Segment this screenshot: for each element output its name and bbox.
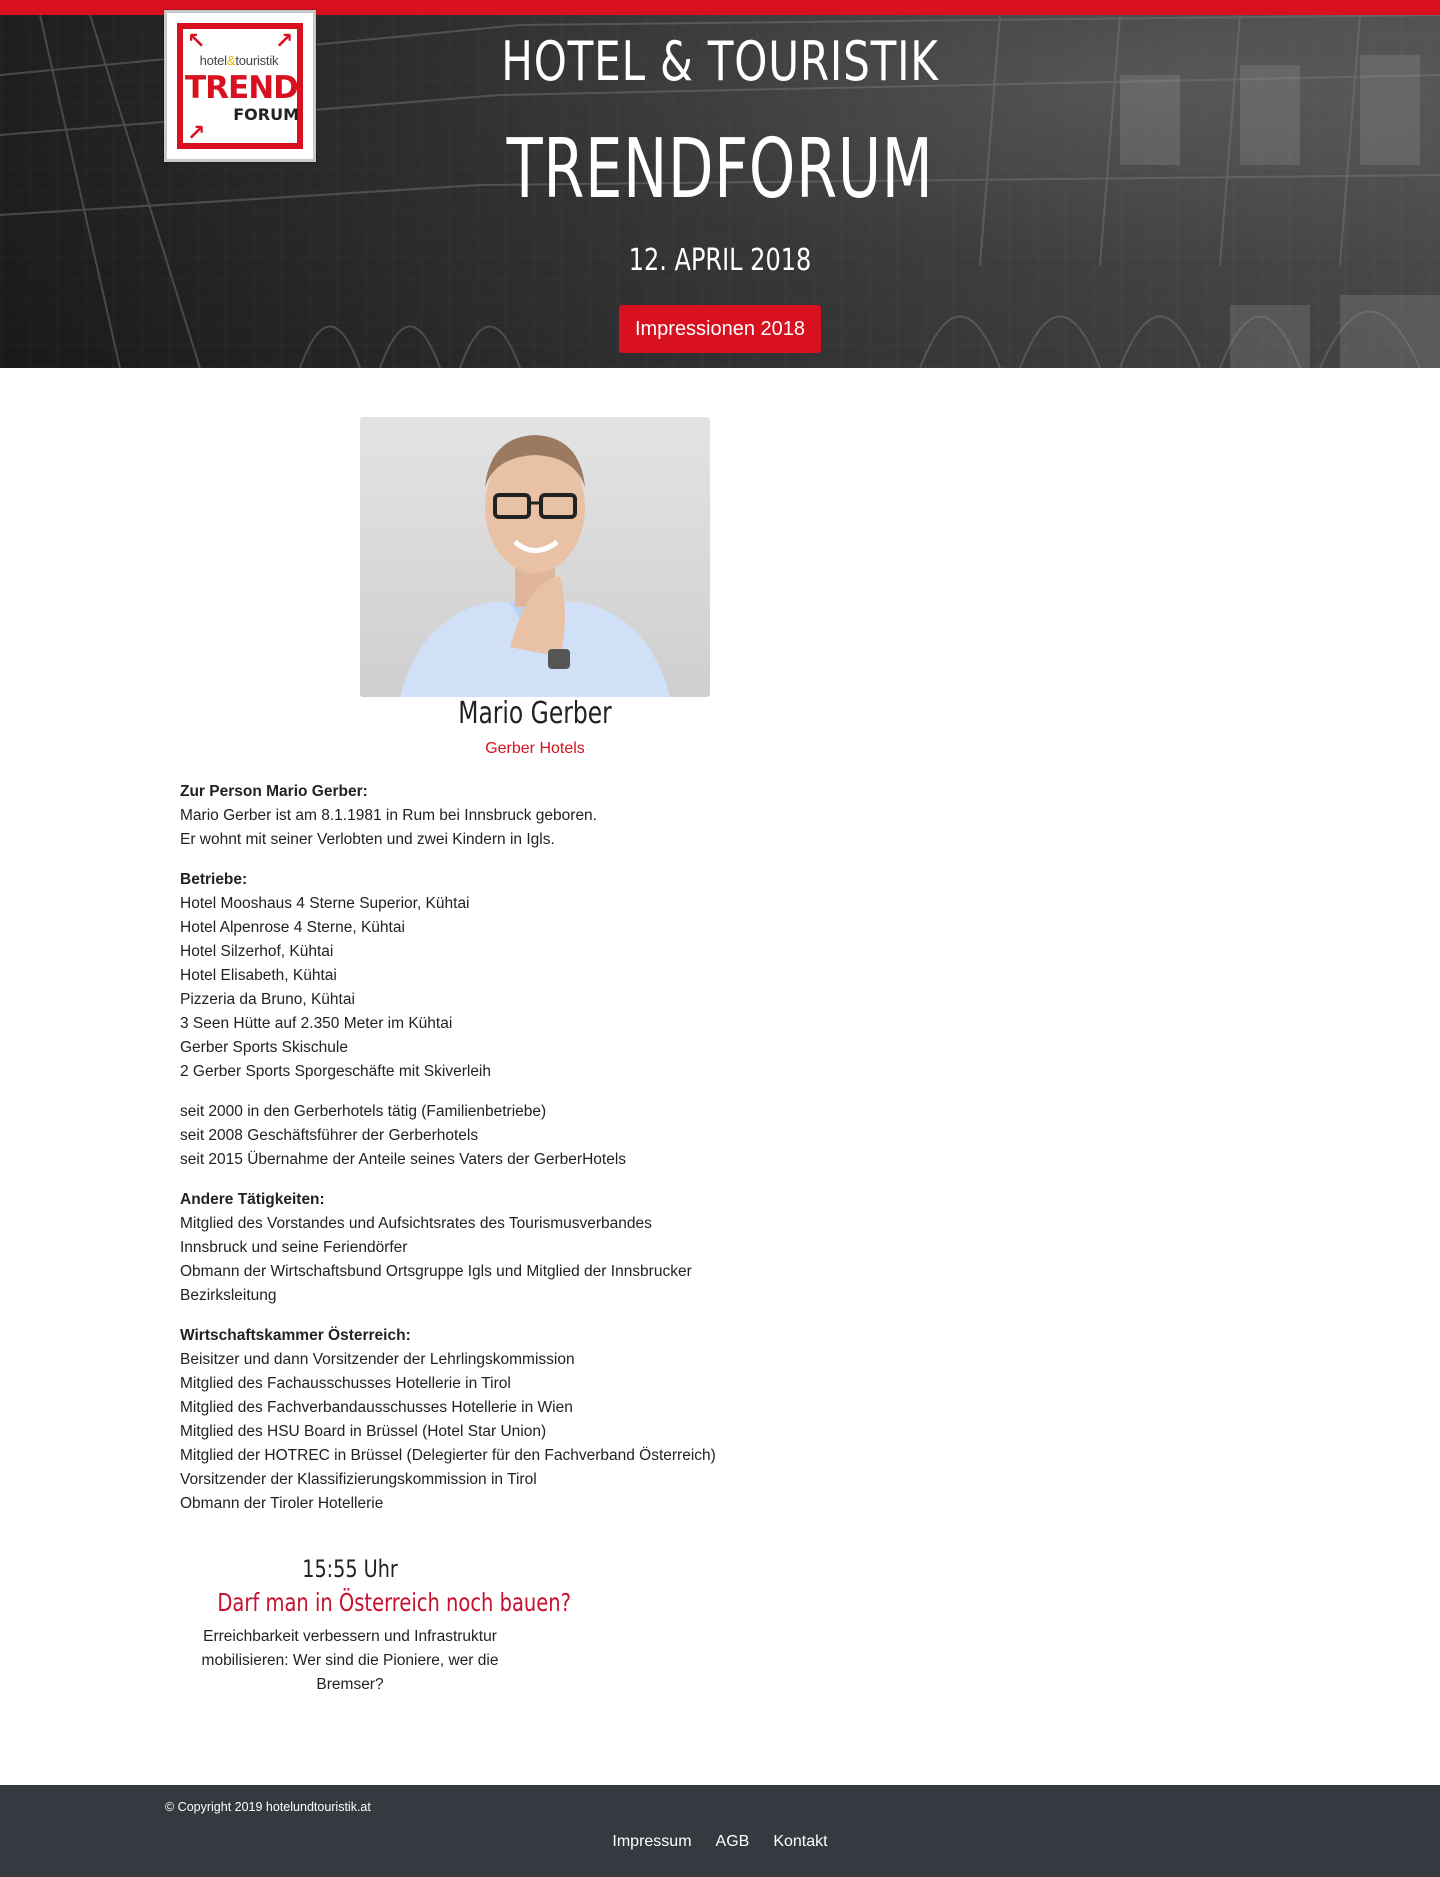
arrow-icon: ↗: [187, 121, 206, 146]
footer-link-kontakt[interactable]: Kontakt: [773, 1833, 828, 1850]
session-description: Erreichbarkeit verbessern und Infrastruktur mobilisieren: Wer sind die Pioniere, wer die Bremser?: [201, 1628, 499, 1693]
bio-line: Bezirksleitung: [180, 1287, 277, 1304]
logo-trend-word: TREND: [185, 70, 298, 106]
bio-line: Mitglied des HSU Board in Brüssel (Hotel Star Union): [180, 1423, 547, 1440]
event-date: 12. APRIL 2018: [628, 243, 812, 278]
bio-line: Mitglied des Vorstandes und Aufsichtsrates des Tourismusverbandes: [180, 1215, 652, 1232]
copyright-text: © Copyright 2019 hotelundtouristik.at: [165, 1800, 371, 1814]
impressionen-button[interactable]: Impressionen 2018: [619, 305, 821, 353]
bio-heading: Zur Person Mario Gerber:: [180, 783, 368, 800]
hero-title-line2: TRENDFORUM: [506, 122, 934, 217]
footer-link-impressum[interactable]: Impressum: [612, 1833, 692, 1850]
bio-line: Mitglied des Fachausschusses Hotellerie in Tirol: [180, 1375, 511, 1392]
bio-line: Innsbruck und seine Feriendörfer: [180, 1239, 408, 1256]
speaker-photo: [360, 417, 710, 697]
bio-line: Mitglied der HOTREC in Brüssel (Delegierter für den Fachverband Österreich): [180, 1447, 716, 1464]
logo-subtitle: hotel&touristik: [199, 53, 279, 68]
bio-line: Er wohnt mit seiner Verlobten und zwei Kindern in Igls.: [180, 831, 555, 848]
bio-line: Hotel Mooshaus 4 Sterne Superior, Kühtai: [180, 895, 470, 912]
bio-section-person: [180, 780, 740, 852]
bio-line: Beisitzer und dann Vorsitzender der Lehrlingskommission: [180, 1351, 575, 1368]
speaker-name: Mario Gerber: [458, 696, 612, 731]
speaker-bio: [180, 780, 740, 1532]
bio-line: 3 Seen Hütte auf 2.350 Meter im Kühtai: [180, 1015, 453, 1032]
bio-section-betriebe: [180, 868, 740, 1084]
footer-link-agb[interactable]: AGB: [715, 1833, 750, 1850]
bio-line: Mitglied des Fachverbandausschusses Hotellerie in Wien: [180, 1399, 573, 1416]
hero-title-line1: HOTEL & TOURISTIK: [501, 30, 939, 93]
bio-line: seit 2008 Geschäftsführer der Gerberhotels: [180, 1127, 479, 1144]
bio-line: Vorsitzender der Klassifizierungskommission in Tirol: [180, 1471, 537, 1488]
bio-line: Hotel Elisabeth, Kühtai: [180, 967, 337, 984]
session-time: 15:55 Uhr: [302, 1555, 398, 1583]
bio-line: Obmann der Tiroler Hotellerie: [180, 1495, 384, 1512]
bio-line: seit 2015 Übernahme der Anteile seines Vaters der GerberHotels: [180, 1151, 627, 1168]
bio-line: 2 Gerber Sports Sporgeschäfte mit Skiverleih: [180, 1063, 491, 1080]
bio-line: Mario Gerber ist am 8.1.1981 in Rum bei Innsbruck geboren.: [180, 807, 597, 824]
bio-heading: Andere Tätigkeiten:: [180, 1191, 325, 1208]
bio-line: Gerber Sports Skischule: [180, 1039, 348, 1056]
logo-forum-word: FORUM: [233, 105, 299, 124]
bio-section-wko: [180, 1324, 740, 1516]
bio-heading: Wirtschaftskammer Österreich:: [180, 1327, 411, 1344]
session-card: [180, 1553, 571, 1697]
site-footer: [0, 1785, 1440, 1877]
bio-heading: Betriebe:: [180, 871, 248, 888]
bio-line: Obmann der Wirtschaftsbund Ortsgruppe Igls und Mitglied der Innsbrucker: [180, 1263, 692, 1280]
session-title-link[interactable]: Darf man in Österreich noch bauen?: [217, 1588, 571, 1617]
footer-nav: [0, 1833, 1440, 1851]
speaker-company-link[interactable]: Gerber Hotels: [485, 740, 585, 757]
bio-line: Pizzeria da Bruno, Kühtai: [180, 991, 355, 1008]
bio-line: Hotel Alpenrose 4 Sterne, Kühtai: [180, 919, 405, 936]
speaker-portrait-image: [360, 417, 710, 697]
bio-line: Hotel Silzerhof, Kühtai: [180, 943, 334, 960]
bio-section-career: [180, 1100, 740, 1172]
arrow-icon: ↖: [187, 29, 206, 54]
arrow-icon: ↗: [275, 29, 294, 54]
bio-line: seit 2000 in den Gerberhotels tätig (Familienbetriebe): [180, 1103, 547, 1120]
bio-section-activities: [180, 1188, 740, 1308]
